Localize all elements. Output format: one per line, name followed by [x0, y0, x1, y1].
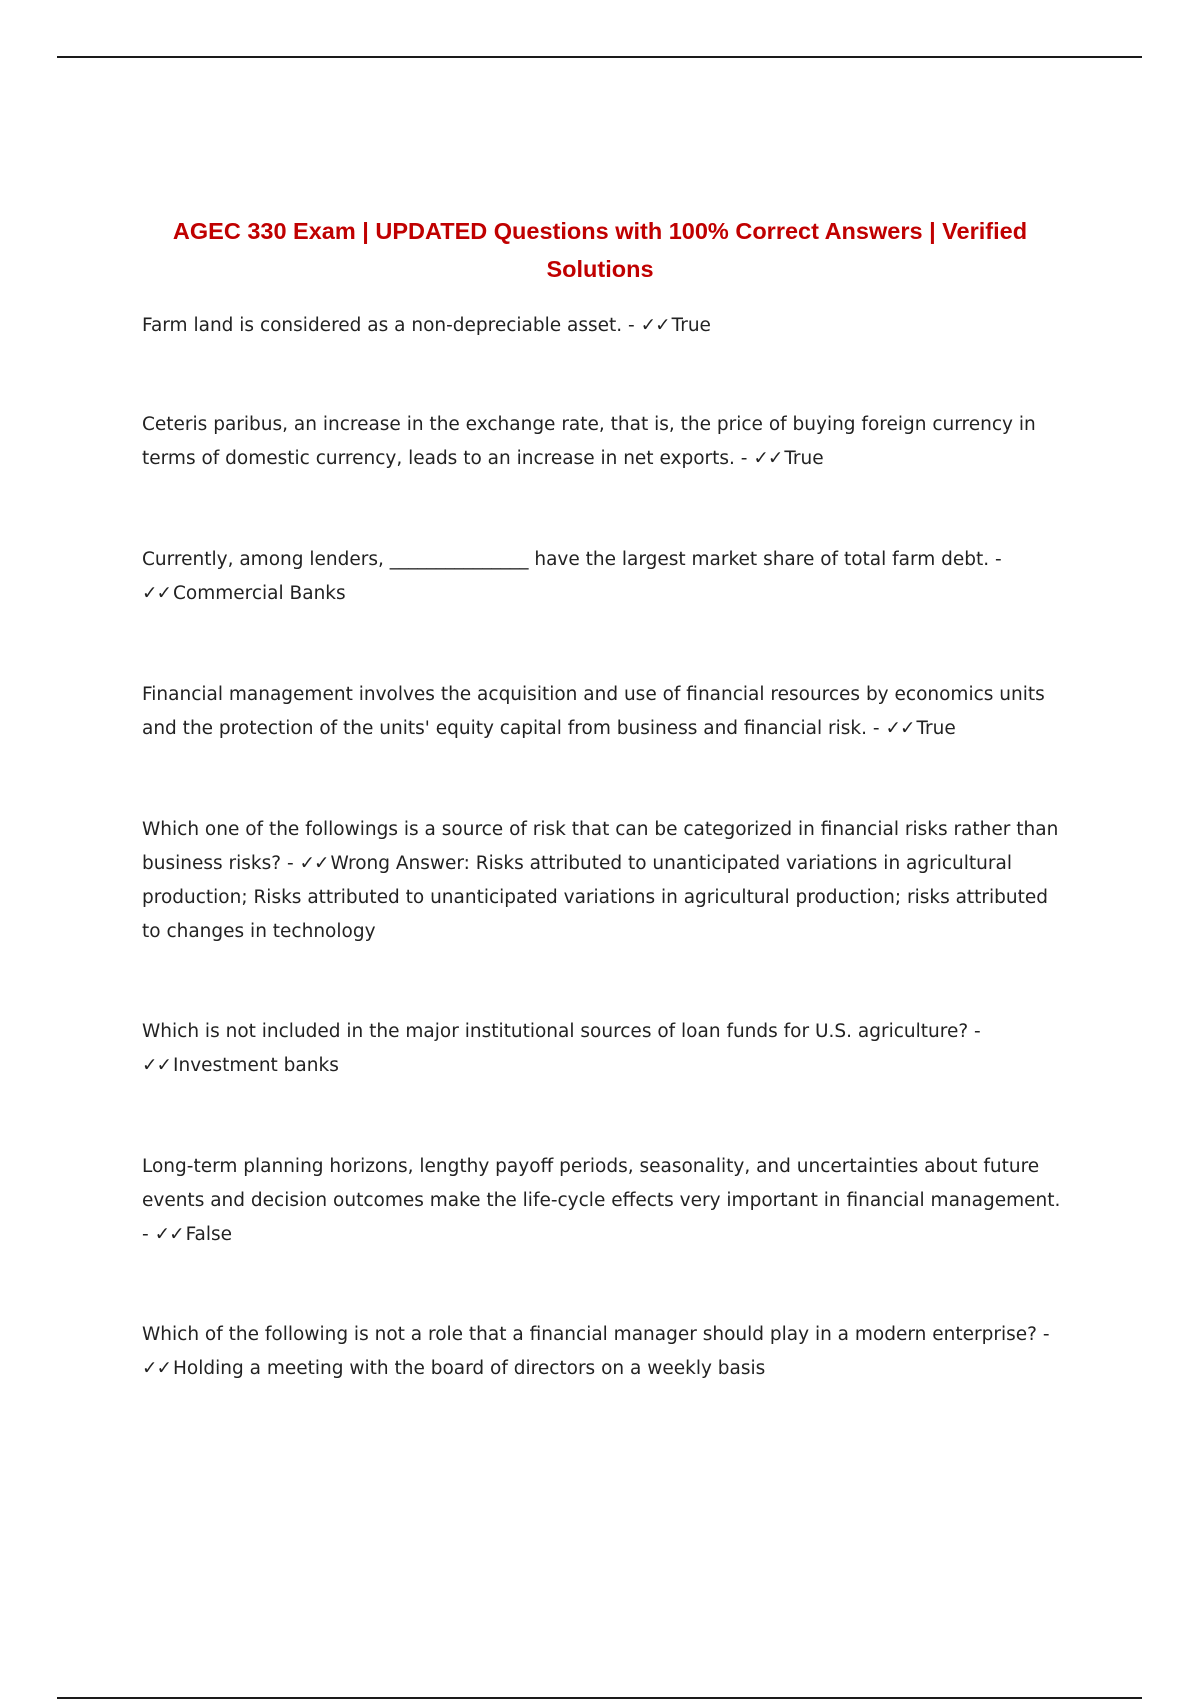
answer-separator: -	[968, 1021, 981, 1042]
footer-rule	[57, 1697, 1142, 1699]
checkmark-icon: ✓✓	[640, 315, 670, 336]
answer-separator: -	[867, 718, 886, 739]
qa-item-7	[142, 1150, 1072, 1252]
answer-separator: -	[1036, 1324, 1050, 1345]
checkmark-icon: ✓✓	[299, 853, 329, 874]
answer-text: Holding a meeting with the board of directors on a weekly basis	[173, 1358, 766, 1379]
answer-text: True	[784, 448, 824, 469]
question-text: Ceteris paribus, an increase in the exchange rate, that is, the price of buying foreign currency in terms of domestic currency, leads to an increase in net exports.	[142, 414, 1036, 469]
question-text: Which one of the followings is a source of risk that can be categorized in financial risks rather than business risks?	[142, 819, 1059, 874]
answer-text: False	[185, 1224, 233, 1245]
question-text: Financial management involves the acquisition and use of financial resources by economics units and the protection of the units' equity capital from business and financial risk.	[142, 684, 1045, 739]
answer-text: True	[916, 718, 956, 739]
checkmark-icon: ✓✓	[885, 718, 915, 739]
answer-separator: -	[622, 315, 641, 336]
qa-item-5	[142, 813, 1072, 949]
checkmark-icon: ✓✓	[142, 1055, 172, 1076]
qa-item-2	[142, 408, 1072, 476]
checkmark-icon: ✓✓	[753, 448, 783, 469]
question-text: Long-term planning horizons, lengthy payoff periods, seasonality, and uncertainties about future events and decision outcomes make the life-cycle effects very important in financial management.	[142, 1156, 1061, 1211]
qa-item-3	[142, 543, 1072, 611]
header-rule	[57, 56, 1142, 58]
document-title: AGEC 330 Exam | UPDATED Questions with 100% Correct Answers | Verified Solutions	[172, 218, 1028, 282]
qa-item-6	[142, 1015, 1072, 1083]
answer-text: True	[671, 315, 711, 336]
answer-text: Investment banks	[173, 1055, 339, 1076]
question-text: Farm land is considered as a non-depreciable asset.	[142, 315, 623, 336]
qa-item-8	[142, 1318, 1072, 1386]
checkmark-icon: ✓✓	[142, 583, 172, 604]
answer-text: Commercial Banks	[173, 583, 346, 604]
checkmark-icon: ✓✓	[154, 1224, 184, 1245]
qa-item-1	[142, 309, 1072, 343]
checkmark-icon: ✓✓	[142, 1358, 172, 1379]
answer-separator: -	[989, 549, 1002, 570]
question-text: Which of the following is not a role that a financial manager should play in a modern enterprise?	[142, 1324, 1037, 1345]
answer-text: Wrong Answer: Risks attributed to unanticipated variations in agricultural production; Risks attributed to unanticipated variations in agricultural production; risks attributed to changes in technology	[142, 853, 1049, 942]
question-text: Which is not included in the major institutional sources of loan funds for U.S. agriculture?	[142, 1021, 969, 1042]
answer-separator: -	[734, 448, 754, 469]
answer-separator: -	[142, 1224, 155, 1245]
question-text: Currently, among lenders, _______________ have the largest market share of total farm debt.	[142, 549, 990, 570]
qa-item-4	[142, 678, 1072, 746]
answer-separator: -	[281, 853, 300, 874]
